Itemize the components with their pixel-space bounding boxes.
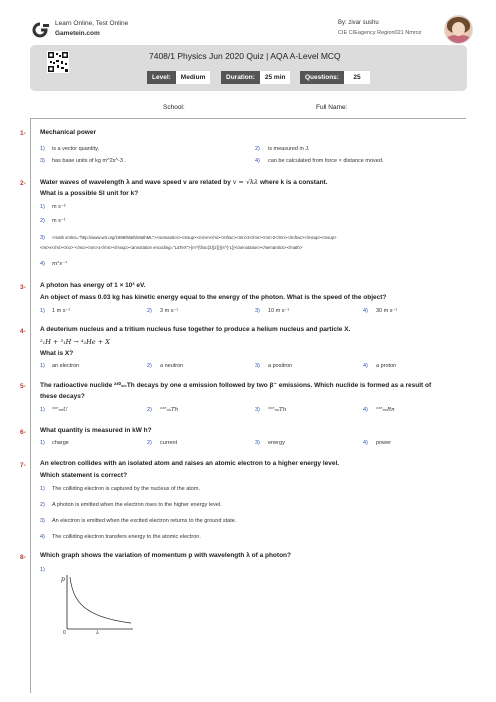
option-number[interactable]: 2): [147, 363, 152, 369]
inverse-curve: [70, 577, 131, 623]
duration-value: 25 min: [260, 71, 291, 84]
option-number[interactable]: 1): [40, 308, 45, 314]
question-number: 5-: [20, 383, 26, 390]
option-text[interactable]: a positron: [268, 363, 293, 369]
question-text: A deuterium nucleus and a tritium nucleus fuse together to produce a helium nucleus and particle X.: [40, 326, 351, 333]
option-text[interactable]: energy: [268, 440, 285, 446]
duration-label: Duration:: [221, 71, 260, 84]
question-text: A photon has energy of 1 × 10³ eV.: [40, 282, 146, 289]
option-number[interactable]: 1): [40, 146, 45, 152]
option-number[interactable]: 2): [147, 440, 152, 446]
option-text-continued[interactable]: <mi>s</mi><mo>-</mo><mn>1</mn></msup><annotation encoding="LaTeX">{m^{\frac{3}{2}}}{s^{-1}}</annotation></semantics></math>: [40, 245, 303, 250]
option-text[interactable]: An electron is emitted when the excited electron returns to the ground state.: [52, 518, 237, 524]
option-text[interactable]: 30 m s⁻¹: [376, 308, 398, 314]
site-tagline: Learn Online, Test Online: [55, 20, 129, 27]
gametein-logo-icon: [30, 22, 50, 38]
option-number[interactable]: 3): [255, 407, 260, 413]
question-number: 3-: [20, 284, 26, 291]
option-text[interactable]: A photon is emitted when the electron rises to the higher energy level.: [52, 502, 222, 508]
option-number[interactable]: 2): [147, 407, 152, 413]
option-number[interactable]: 2): [255, 146, 260, 152]
option-text[interactable]: 10 m s⁻¹: [268, 308, 290, 314]
option-text[interactable]: m²s⁻¹: [52, 261, 68, 267]
option-text[interactable]: ²²⁶₈₈U: [52, 407, 68, 413]
option-text[interactable]: an electron: [52, 363, 80, 369]
option-number[interactable]: 3): [40, 235, 45, 241]
option-text[interactable]: ²²⁶₉₀Th: [160, 407, 179, 413]
question-text: Which graph shows the variation of momentum p with wavelength λ of a photon?: [40, 552, 291, 559]
question-text: What quantity is measured in kW h?: [40, 427, 152, 434]
option-number[interactable]: 4): [40, 261, 45, 267]
quiz-title: 7408/1 Physics Jun 2020 Quiz | AQA A-Level MCQ: [149, 51, 341, 61]
qr-code-icon: [47, 51, 69, 73]
question-number: 8-: [20, 554, 26, 561]
momentum-wavelength-graph[interactable]: [55, 571, 135, 635]
option-text[interactable]: ²²⁶₈₆Rn: [376, 407, 395, 413]
level-value: Medium: [176, 71, 211, 84]
option-number[interactable]: 1): [40, 486, 45, 492]
option-text[interactable]: charge: [52, 440, 69, 446]
option-text[interactable]: is a vector quantity.: [52, 146, 99, 152]
option-number[interactable]: 2): [40, 218, 45, 224]
full-name-field[interactable]: Full Name:: [316, 104, 348, 111]
option-number[interactable]: 4): [363, 308, 368, 314]
level-chip: [147, 71, 210, 84]
option-text[interactable]: a proton: [376, 363, 397, 369]
option-text[interactable]: has base units of kg m^2s^-3 .: [52, 158, 126, 164]
question-number: 1-: [20, 130, 26, 137]
questions-label: Questions:: [300, 71, 344, 84]
formula: ²₁H + ³₁H → ⁴₂He + X: [40, 338, 110, 346]
option-number[interactable]: 4): [255, 158, 260, 164]
author-subtitle: CIE CIEagency Region021 Nmroz: [338, 30, 422, 36]
option-text[interactable]: <math xmlns="http://www.w3.org/1998/Math/MathML"><semantics><msup><mi>m</mi><mfrac><mn>3</mn><mn>2</mn></mfrac></msup><msup>: [52, 235, 337, 240]
author-line: By: zivar sushu: [338, 20, 379, 26]
question-subtext: Which statement is correct?: [40, 472, 128, 479]
question-text-part: where k is a constant.: [259, 179, 328, 186]
level-label: Level:: [147, 71, 176, 84]
question-subtext: What is a possible SI unit for k?: [40, 190, 139, 197]
formula: v = √kλ: [232, 178, 259, 186]
question-text: Mechanical power: [40, 129, 96, 136]
option-text[interactable]: 3 m s⁻¹: [160, 308, 179, 314]
option-number[interactable]: 4): [363, 440, 368, 446]
questions-chip: [300, 71, 370, 84]
option-number[interactable]: 2): [147, 308, 152, 314]
option-number[interactable]: 3): [40, 158, 45, 164]
margin-line: [30, 118, 31, 693]
origin-label: 0: [63, 630, 66, 635]
option-number[interactable]: 3): [255, 363, 260, 369]
question-number: 6-: [20, 429, 26, 436]
question-number: 2-: [20, 180, 26, 187]
question-subtext: What is X?: [40, 350, 74, 357]
avatar: [444, 15, 473, 44]
option-number[interactable]: 1): [40, 363, 45, 369]
option-text[interactable]: m s⁻²: [52, 204, 66, 210]
duration-chip: [221, 71, 290, 84]
question-subtext: these decays?: [40, 393, 85, 400]
option-number[interactable]: 3): [255, 440, 260, 446]
option-number[interactable]: 3): [255, 308, 260, 314]
option-text[interactable]: a neutron: [160, 363, 184, 369]
question-text-part: Water waves of wavelength λ and wave speed v are related by: [40, 179, 231, 186]
option-text[interactable]: can be calculated from force × distance moved.: [268, 158, 384, 164]
option-number[interactable]: 1): [40, 440, 45, 446]
option-number[interactable]: 4): [40, 534, 45, 540]
option-number[interactable]: 1): [40, 407, 45, 413]
option-text[interactable]: is measured in J.: [268, 146, 310, 152]
option-text[interactable]: The colliding electron is captured by the nucleus of the atom.: [52, 486, 200, 492]
question-text: [40, 178, 328, 186]
option-number[interactable]: 2): [40, 502, 45, 508]
option-number[interactable]: 4): [363, 363, 368, 369]
option-text[interactable]: m s⁻¹: [52, 218, 66, 224]
option-text[interactable]: 1 m s⁻¹: [52, 308, 71, 314]
question-number: 4-: [20, 328, 26, 335]
option-text[interactable]: ²²⁶₉₀Th: [268, 407, 287, 413]
option-text[interactable]: The colliding electron transfers energy to the atomic electron.: [52, 534, 201, 540]
school-field[interactable]: School:: [163, 104, 185, 111]
option-number[interactable]: 1): [40, 567, 45, 573]
x-axis-label: λ: [96, 630, 100, 635]
option-number[interactable]: 4): [363, 407, 368, 413]
question-subtext: An object of mass 0.03 kg has kinetic energy equal to the energy of the photon. What is the speed of the object?: [40, 294, 387, 301]
divider: [30, 118, 466, 119]
question-number: 7-: [20, 462, 26, 469]
y-axis-label: p: [61, 576, 65, 583]
questions-value: 25: [344, 71, 370, 84]
site-name[interactable]: Gametein.com: [55, 30, 100, 37]
option-text[interactable]: current: [160, 440, 178, 446]
question-text: An electron collides with an isolated atom and raises an atomic electron to a higher energy level.: [40, 460, 340, 467]
question-text: The radioactive nuclide ²³⁰₉₀Th decays by one α emission followed by two β⁻ emissions. Which nuclide is formed as a result of: [40, 382, 432, 389]
option-number[interactable]: 3): [40, 518, 45, 524]
option-text[interactable]: power: [376, 440, 391, 446]
option-number[interactable]: 1): [40, 204, 45, 210]
